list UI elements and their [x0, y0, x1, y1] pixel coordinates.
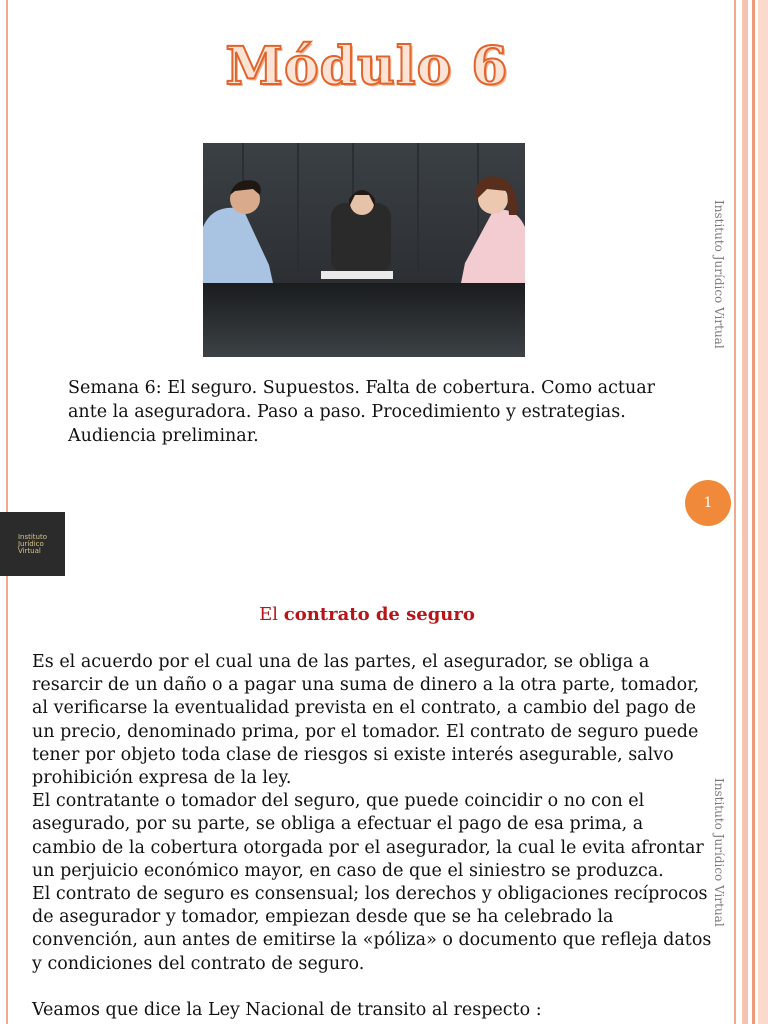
- logo-line: Jurídico: [17, 539, 44, 548]
- paragraph: El contrato de seguro es consensual; los derechos y obligaciones recíprocos de asegurador y tomador, empiezan desde que se ha celebrado la convención, aun antes de emitirse la «póliza» o documento que refleja datos y condiciones del contrato de seguro.: [32, 884, 712, 974]
- week-description: Semana 6: El seguro. Supuestos. Falta de cobertura. Como actuar ante la aseguradora. Paso a paso. Procedimiento y estrategias. Audiencia preliminar.: [68, 378, 656, 446]
- right-border-band: [752, 0, 755, 1024]
- logo-line: Instituto: [17, 532, 48, 541]
- right-border-band: [758, 0, 768, 1024]
- paragraph: El contratante o tomador del seguro, que puede coincidir o no con el asegurado, por su parte, se obliga a efectuar el pago de esa prima, a cambio de la cobertura otorgada por el asegurador, la cual le evita afrontar un perjuicio económico mayor, en caso de que el siniestro se produzca.: [32, 791, 704, 881]
- section-heading-bold: contrato de seguro: [283, 604, 475, 625]
- slide-title: Módulo 6: [225, 36, 509, 97]
- section-heading-prefix: El: [259, 604, 284, 625]
- paragraph: Es el acuerdo por el cual una de las partes, el asegurador, se obliga a resarcir de un daño o a pagar una suma de dinero a la otra parte, tomador, al verificarse la eventualidad prevista en el contrato, a cambio del pago de un precio, denominado prima, por el tomador. El contrato de seguro puede tener por objeto toda clase de riesgos si existe interés asegurable, salvo prohibición expresa de la ley.: [32, 652, 700, 789]
- side-caption: Instituto Jurídico Virtual: [712, 200, 726, 349]
- logo-line: Virtual: [17, 546, 41, 555]
- slide-number-badge: 1: [685, 480, 731, 526]
- section-heading: [0, 604, 734, 625]
- right-border-band: [742, 0, 748, 1024]
- side-caption: Instituto Jurídico Virtual: [712, 778, 726, 927]
- closing-line: Veamos que dice la Ley Nacional de transito al respecto :: [32, 999, 542, 1020]
- institute-logo: [0, 512, 65, 576]
- meeting-photo: [203, 143, 525, 357]
- body-text: [32, 651, 712, 1022]
- right-border-band: [734, 0, 736, 1024]
